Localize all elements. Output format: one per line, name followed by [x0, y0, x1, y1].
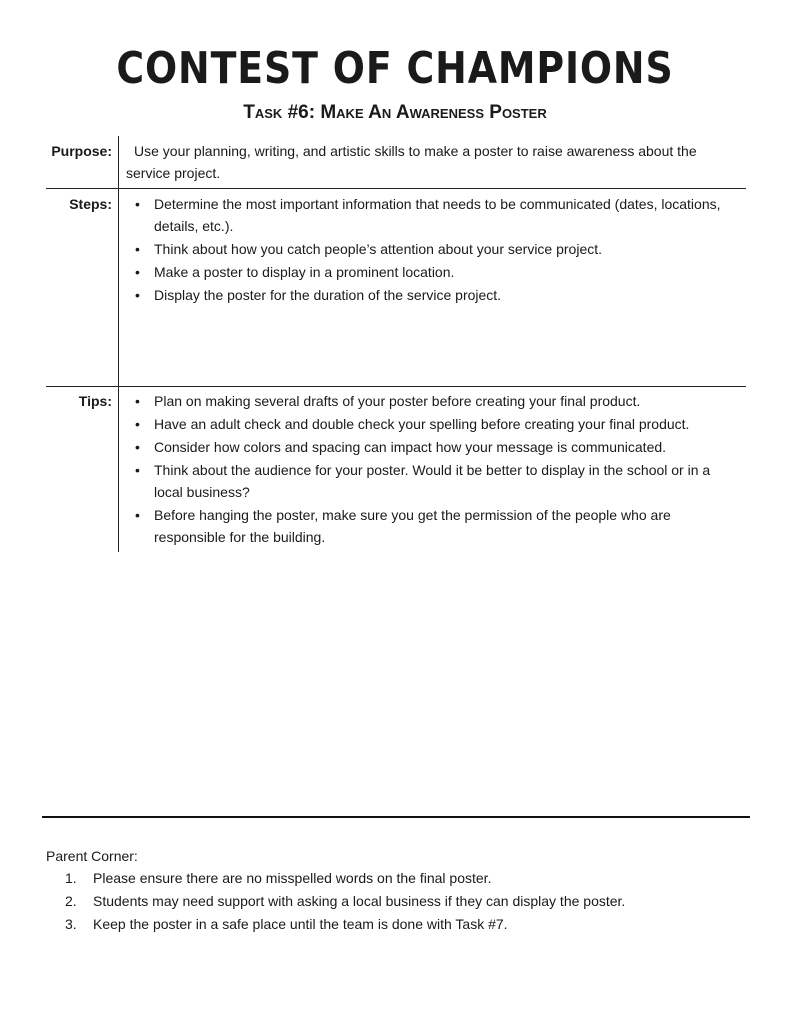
list-number: 1.	[65, 870, 77, 886]
list-item: • Think about how you catch people’s attention about your service project.	[126, 238, 736, 260]
parent-corner-list	[46, 867, 746, 936]
task-subtitle: Task #6: Make An Awareness Poster	[243, 102, 547, 123]
list-number: 2.	[65, 893, 77, 909]
list-item: • Determine the most important information that needs to be communicated (dates, locations, details, etc.).	[126, 193, 736, 237]
purpose-row	[46, 140, 746, 186]
steps-list	[126, 193, 736, 306]
list-item	[46, 913, 746, 936]
list-item	[46, 867, 746, 890]
parent-corner-heading: Parent Corner:	[46, 848, 138, 864]
parent-corner	[46, 845, 746, 936]
list-item	[46, 890, 746, 913]
purpose-label: Purpose:	[51, 143, 112, 159]
tips-row	[46, 390, 746, 550]
list-number: 3.	[65, 916, 77, 932]
list-item: • Think about the audience for your poster. Would it be better to display in the school or in a local business?	[126, 459, 736, 503]
list-item: • Before hanging the poster, make sure you get the permission of the people who are responsible for the building.	[126, 504, 736, 548]
divider-steps-tips	[46, 386, 746, 387]
list-item: • Make a poster to display in a prominent location.	[126, 261, 736, 283]
divider-purpose-steps	[46, 188, 746, 189]
section-rule	[42, 816, 750, 818]
list-text: Keep the poster in a safe place until the team is done with Task #7.	[93, 916, 508, 932]
steps-label: Steps:	[69, 196, 112, 212]
purpose-text: Use your planning, writing, and artistic skills to make a poster to raise awareness about the service project.	[126, 143, 697, 181]
steps-row	[46, 193, 746, 383]
list-item: • Consider how colors and spacing can impact how your message is communicated.	[126, 436, 736, 458]
list-item: • Plan on making several drafts of your poster before creating your final product.	[126, 390, 736, 412]
list-item: • Display the poster for the duration of the service project.	[126, 284, 736, 306]
page-title: CONTEST OF CHAMPIONS	[116, 43, 674, 94]
tips-label: Tips:	[78, 393, 112, 409]
list-text: Please ensure there are no misspelled words on the final poster.	[93, 870, 492, 886]
steps-body	[126, 193, 736, 307]
list-item: • Have an adult check and double check your spelling before creating your final product.	[126, 413, 736, 435]
list-text: Students may need support with asking a local business if they can display the poster.	[93, 893, 626, 909]
tips-body	[126, 390, 736, 549]
tips-list	[126, 390, 736, 548]
